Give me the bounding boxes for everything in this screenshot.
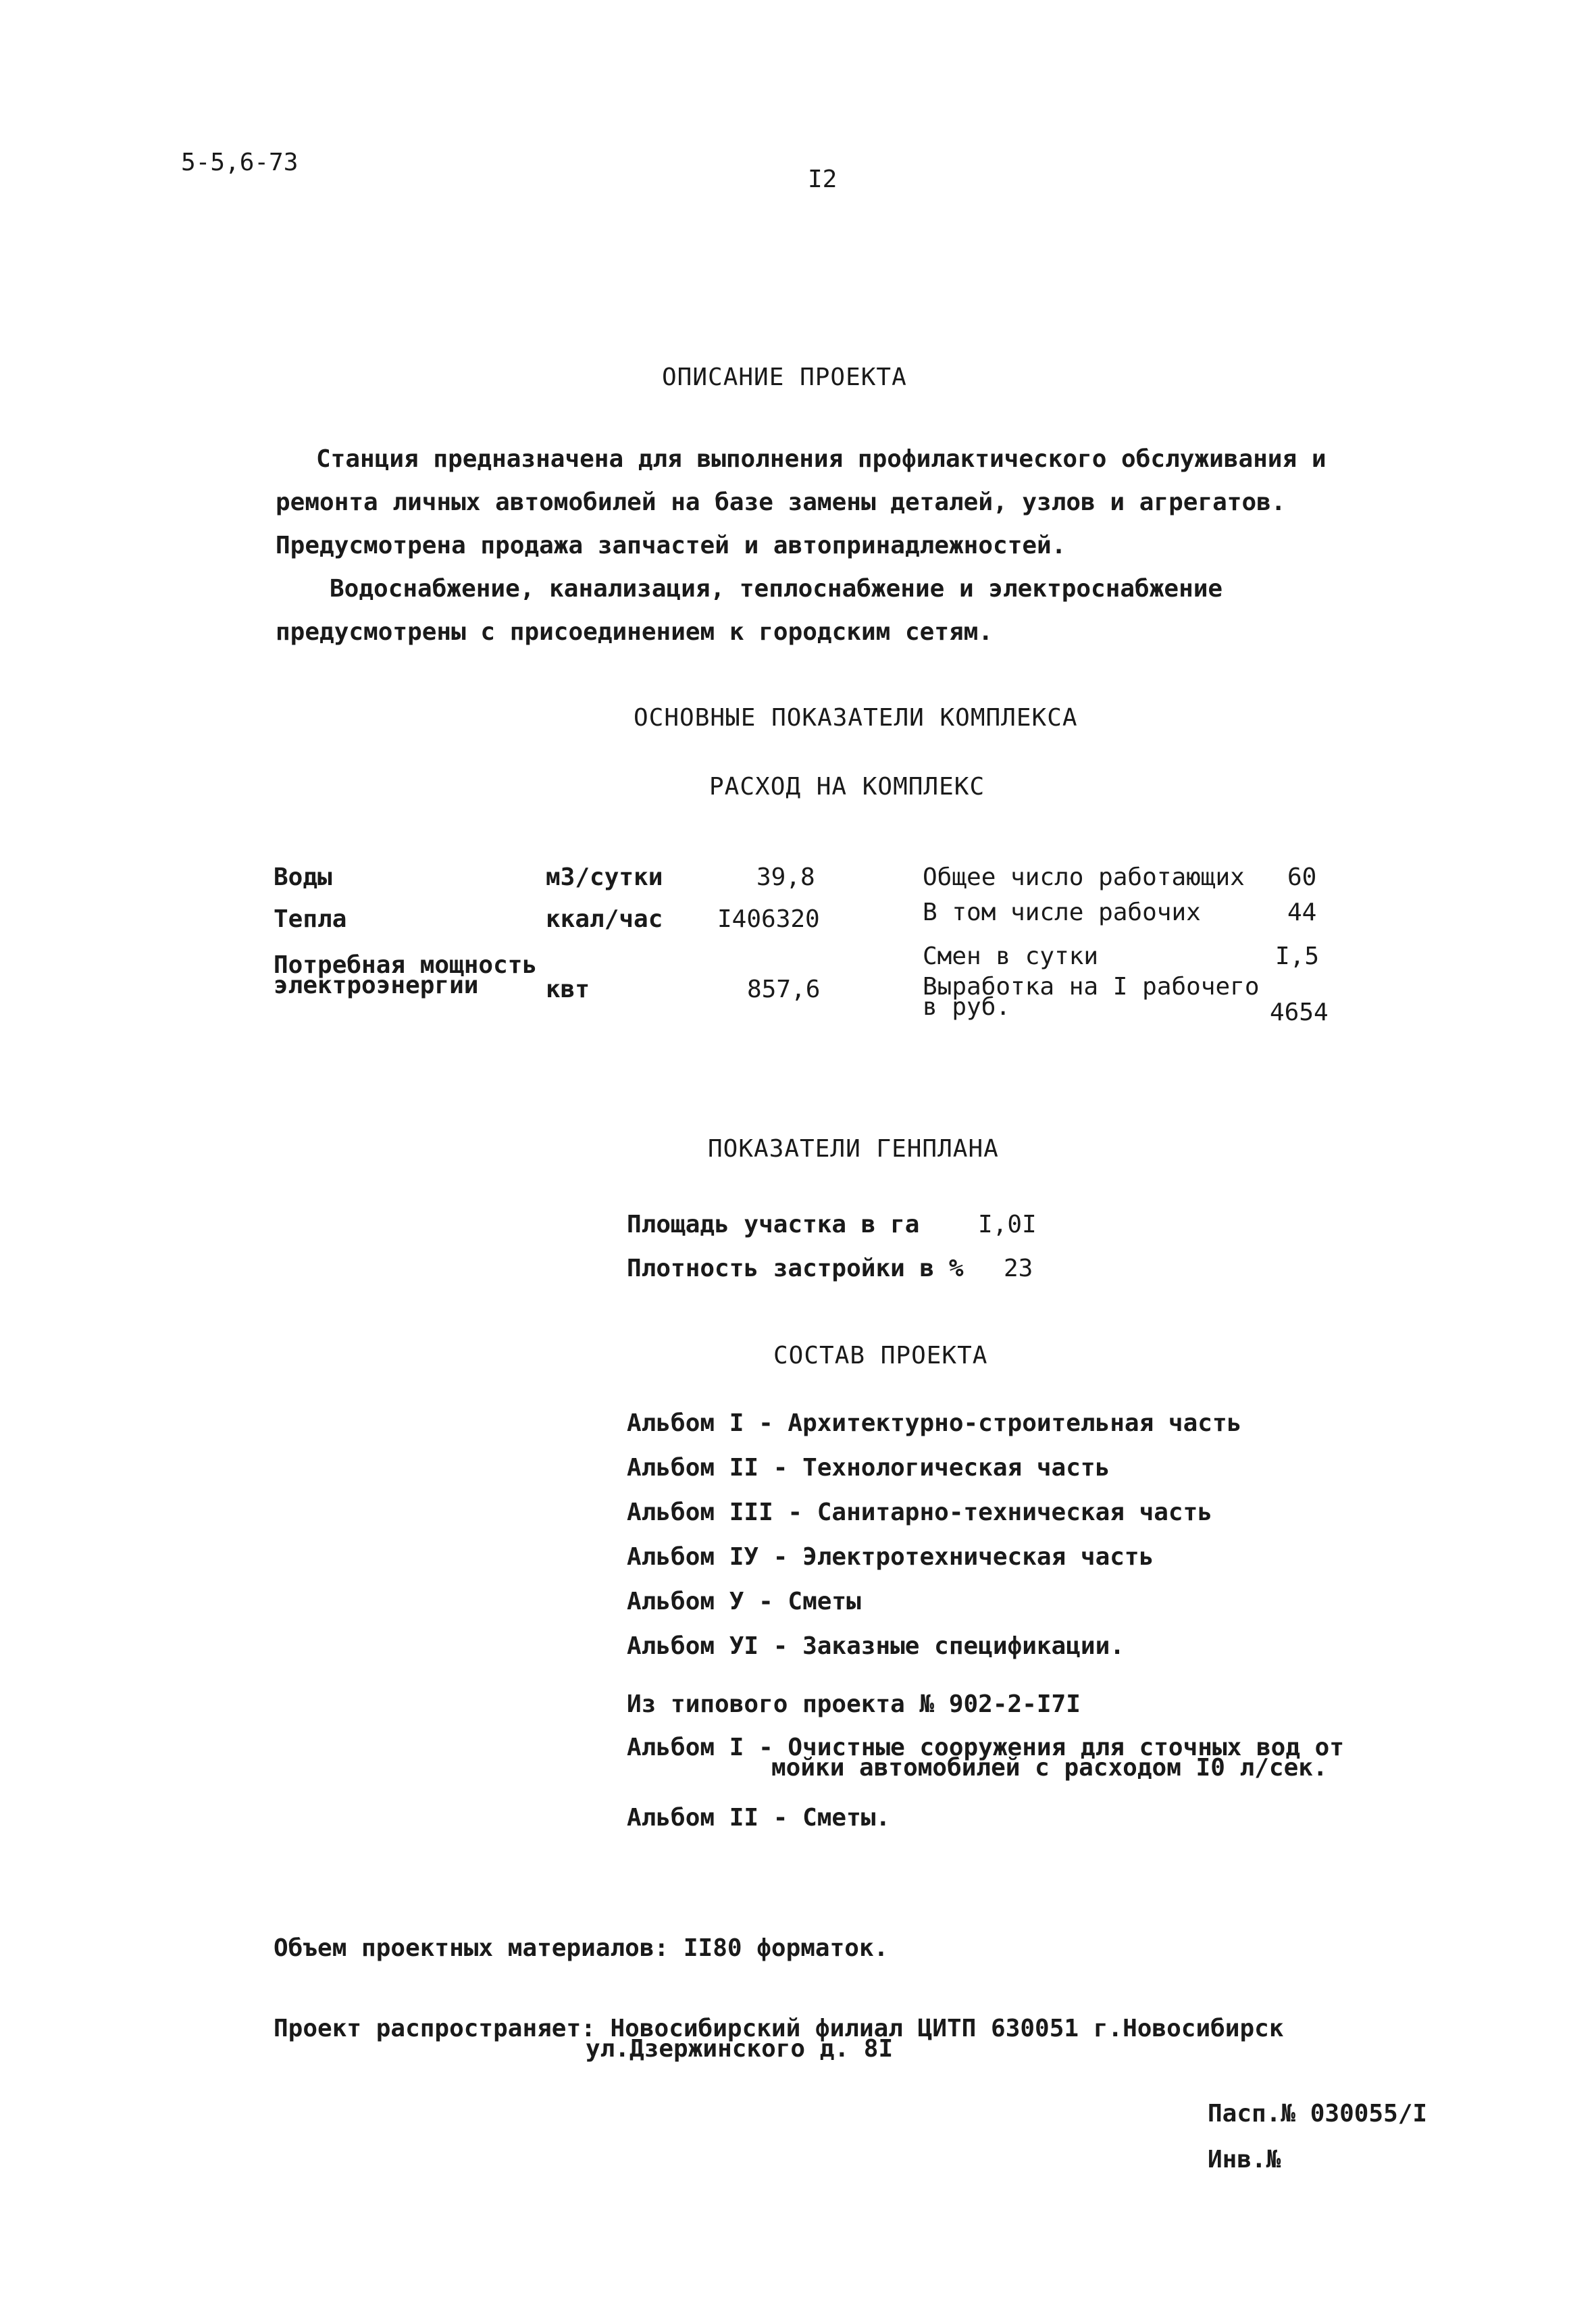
consumption-value: 857,6 xyxy=(747,976,821,1003)
consumption-unit: м3/сутки xyxy=(546,863,663,891)
genplan-value: 23 xyxy=(1004,1255,1033,1282)
extra-album-item: Альбом II - Сметы. xyxy=(627,1804,891,1832)
description-title: ОПИСАНИЕ ПРОЕКТА xyxy=(662,363,907,391)
album-item: Альбом III - Санитарно-техническая часть xyxy=(627,1499,1212,1526)
extra-album-line: мойки автомобилей с расходом I0 л/сек. xyxy=(771,1754,1328,1782)
staff-value: I,5 xyxy=(1275,942,1320,970)
consumption-unit: квт xyxy=(546,976,590,1003)
extra-album-line: Альбом I - Очистные сооружения для сточных вод от xyxy=(627,1734,1345,1761)
distributor-info xyxy=(274,2015,1284,2063)
staff-value: 60 xyxy=(1287,863,1317,891)
typical-project-reference: Из типового проекта № 902-2-I7I xyxy=(627,1690,1081,1718)
document-code: 5-5,6-73 xyxy=(181,149,299,176)
album-item: Альбом У - Сметы xyxy=(627,1588,861,1615)
extra-album-item xyxy=(627,1734,1345,1782)
genplan-label: Плотность застройки в % xyxy=(627,1255,964,1282)
inventory-number: Инв.№ xyxy=(1208,2146,1281,2173)
genplan-value: I,0I xyxy=(978,1211,1037,1238)
consumption-subtitle: РАСХОД НА КОМПЛЕКС xyxy=(709,773,985,801)
staff-value: 44 xyxy=(1287,899,1317,926)
staff-label-line: Выработка на I рабочего xyxy=(923,973,1260,1001)
description-paragraph-2: Водоснабжение, канализация, теплоснабжение и электроснабжение предусмотрены с присоединением к городским сетям. xyxy=(276,575,1223,646)
staff-label: Смен в сутки xyxy=(923,942,1099,970)
materials-volume: Объем проектных материалов: II80 форматок. xyxy=(274,1934,889,1962)
album-item: Альбом II - Технологическая часть xyxy=(627,1454,1110,1482)
consumption-name-line: электроэнергии xyxy=(274,972,479,999)
consumption-value: 39,8 xyxy=(756,863,815,891)
genplan-label: Площадь участка в га xyxy=(627,1211,920,1238)
staff-label: Общее число работающих xyxy=(923,863,1245,891)
staff-label: В том числе рабочих xyxy=(923,899,1201,926)
passport-number: Пасп.№ 030055/I xyxy=(1208,2100,1428,2128)
description-paragraph-1: Станция предназначена для выполнения профилактического обслуживания и ремонта личных автомобилей на базе замены деталей, узлов и агрегатов. Предусмотрена продажа запчастей и автопринадлежностей. xyxy=(276,445,1327,559)
staff-label-line: в руб. xyxy=(923,993,1011,1021)
album-item: Альбом УI - Заказные спецификации. xyxy=(627,1632,1125,1660)
staff-label xyxy=(923,973,1260,1021)
distributor-line: Проект распространяет: Новосибирский филиал ЦИТП 630051 г.Новосибирск xyxy=(274,2015,1284,2042)
page-number: I2 xyxy=(808,166,838,193)
consumption-name xyxy=(274,951,538,999)
genplan-title: ПОКАЗАТЕЛИ ГЕНПЛАНА xyxy=(708,1135,999,1163)
album-item: Альбом I - Архитектурно-строительная часть xyxy=(627,1409,1242,1437)
distributor-line: ул.Дзержинского д. 8I xyxy=(586,2035,894,2063)
consumption-name: Тепла xyxy=(274,905,347,933)
consumption-name: Воды xyxy=(274,863,332,891)
album-item: Альбом IУ - Электротехническая часть xyxy=(627,1543,1154,1571)
consumption-name-line: Потребная мощность xyxy=(274,951,538,979)
consumption-unit: ккал/час xyxy=(546,905,663,933)
composition-title: СОСТАВ ПРОЕКТА xyxy=(773,1342,988,1369)
staff-value: 4654 xyxy=(1270,999,1329,1026)
indicators-title: ОСНОВНЫЕ ПОКАЗАТЕЛИ КОМПЛЕКСА xyxy=(634,704,1078,732)
consumption-value: I406320 xyxy=(717,905,820,933)
